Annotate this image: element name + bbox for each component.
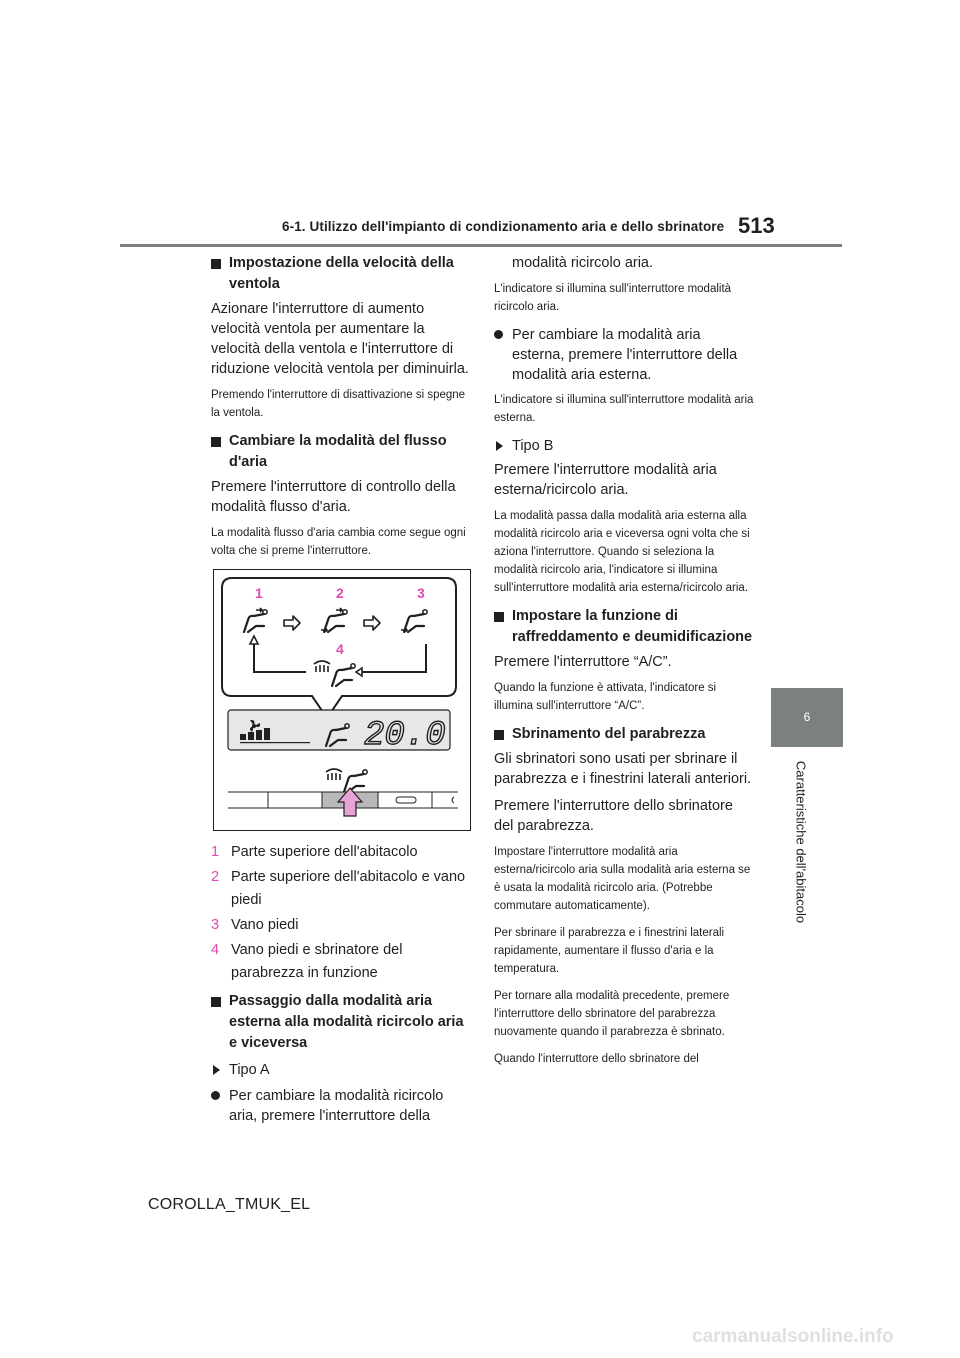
bullet-item: Per cambiare la modalità aria esterna, premere l'interruttore della modalità aria esterna.: [494, 325, 756, 385]
section-heading: Impostare la funzione di raffreddamento e deumidificazione: [494, 606, 756, 648]
round-bullet-icon: [494, 330, 503, 339]
diagram-label-1: 1: [255, 585, 263, 601]
note-text: Per sbrinare il parabrezza e i finestrini laterali rapidamente, aumentare il flusso d'aria e la temperatura.: [494, 927, 725, 975]
legend-item: 3 Vano piedi: [211, 917, 299, 933]
legend-item: 4 Vano piedi e sbrinatore del parabrezza in funzione: [211, 942, 403, 981]
note-text: Per tornare alla modalità precedente, premere l'interruttore dello sbrinatore del parabrezza nuovamente quando il parabrezza è sbrinato.: [494, 990, 730, 1038]
diagram-label-2: 2: [336, 585, 344, 601]
legend-item: 2 Parte superiore dell'abitacolo e vano piedi: [211, 869, 466, 908]
triangle-bullet-icon: [213, 1065, 220, 1075]
temperature-readout: 20.0: [364, 717, 446, 755]
bullet-item: Per cambiare la modalità ricircolo aria, premere l'interruttore della: [211, 1086, 473, 1126]
body-text: modalità ricircolo aria.: [512, 255, 654, 271]
triangle-bullet-icon: [496, 441, 503, 451]
note-text: Premendo l'interruttore di disattivazione si spegne la ventola.: [211, 389, 466, 419]
square-bullet-icon: [494, 730, 504, 740]
foot-vent-icon: [401, 610, 427, 632]
note-text: Impostare l'interruttore modalità aria esterna/ricircolo aria sulla modalità aria esterna se è usata la modalità ricircolo aria. (Potrebbe commutare automaticamente).: [494, 846, 751, 912]
next-mode-arrow-icon: [284, 616, 300, 630]
right-column: [494, 253, 756, 1077]
square-bullet-icon: [211, 259, 221, 269]
face-vent-icon: [244, 608, 267, 632]
defroster-icon: [326, 769, 367, 792]
square-bullet-icon: [494, 612, 504, 622]
chapter-label: [791, 757, 811, 927]
header-divider: [120, 244, 842, 247]
section-heading: Passaggio dalla modalità aria esterna alla modalità ricircolo aria e viceversa: [211, 991, 473, 1054]
body-text: Premere l'interruttore dello sbrinatore del parabrezza.: [494, 798, 733, 834]
section-heading: Sbrinamento del parabrezza: [494, 724, 756, 745]
footer-model-code: COROLLA_TMUK_EL: [148, 1196, 311, 1213]
diagram-label-4: 4: [336, 641, 344, 657]
chapter-label-text: Caratteristiche dell'abitacolo: [793, 760, 809, 924]
type-label: Tipo B: [494, 436, 756, 456]
section-heading: Impostazione della velocità della ventola: [211, 253, 473, 295]
section-header-title: 6-1. Utilizzo dell'impianto di condizionamento aria e dello sbrinatore: [282, 219, 725, 234]
note-text: L'indicatore si illumina sull'interruttore modalità ricircolo aria.: [494, 283, 732, 313]
page-number: 513: [738, 213, 775, 238]
foot-defrost-icon: [314, 661, 355, 686]
note-text: Quando la funzione è attivata, l'indicatore si illumina sull'interruttore “A/C”.: [494, 682, 717, 712]
airflow-mode-diagram: [213, 569, 471, 831]
note-text: Quando l'interruttore dello sbrinatore del: [494, 1053, 699, 1065]
body-text: Premere l'interruttore “A/C”.: [494, 654, 672, 670]
round-bullet-icon: [211, 1091, 220, 1100]
type-label: Tipo A: [211, 1060, 473, 1080]
next-mode-arrow-icon: [364, 616, 380, 630]
body-text: Premere l'interruttore modalità aria esterna/ricircolo aria.: [494, 462, 717, 498]
legend-item: 1 Parte superiore dell'abitacolo: [211, 844, 418, 860]
note-text: La modalità passa dalla modalità aria esterna alla modalità ricircolo aria e viceversa ogni volta che si aziona l'interruttore. Quando si seleziona la modalità ricircolo aria, l'indicatore si illumina sull'interruttore modalità aria esterna/ricircolo aria.: [494, 510, 750, 594]
left-column: [211, 253, 473, 1132]
section-heading: Cambiare la modalità del flusso d'aria: [211, 431, 473, 473]
diagram-label-3: 3: [417, 585, 425, 601]
note-text: L'indicatore si illumina sull'interruttore modalità aria esterna.: [494, 394, 754, 424]
body-text: Gli sbrinatori sono usati per sbrinare il parabrezza e i finestrini laterali anteriori.: [494, 751, 752, 787]
note-text: La modalità flusso d'aria cambia come segue ogni volta che si preme l'interruttore.: [211, 527, 466, 557]
square-bullet-icon: [211, 997, 221, 1007]
body-text: Azionare l'interruttore di aumento velocità ventola per aumentare la velocità della ventola e l'interruttore di riduzione velocità ventola per diminuirla.: [211, 301, 469, 377]
watermark: carmanualsonline.info: [692, 1326, 894, 1347]
square-bullet-icon: [211, 437, 221, 447]
bilevel-vent-icon: [321, 608, 347, 632]
body-text: Premere l'interruttore di controllo della modalità flusso d'aria.: [211, 479, 456, 515]
chapter-tab: 6: [771, 688, 843, 747]
